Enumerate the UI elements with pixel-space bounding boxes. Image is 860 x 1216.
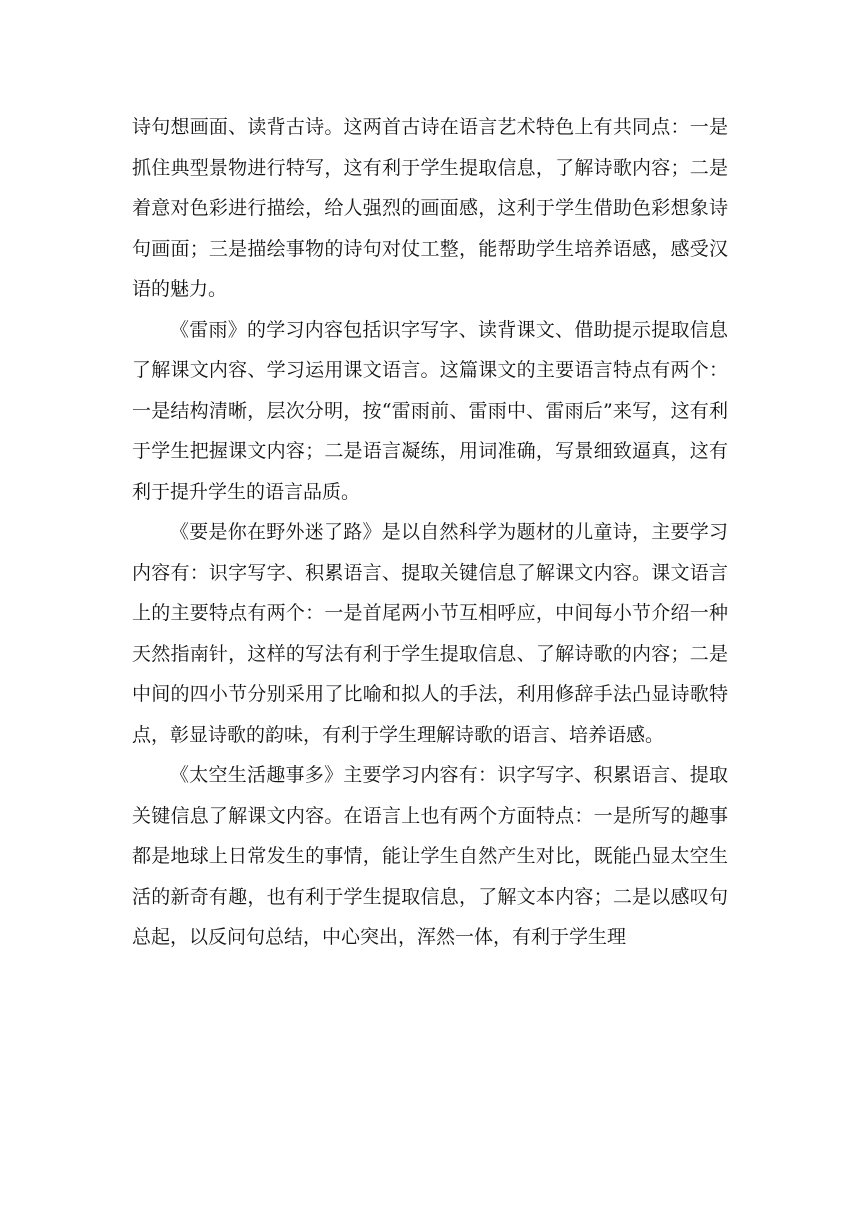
paragraph-yewai-milu: 《要是你在野外迷了路》是以自然科学为题材的儿童诗，主要学习内容有：识字写字、积累语言、提取关键信息了解课文内容。课文语言上的主要特点有两个：一是首尾两小节互相呼应，中间每小节介绍一种天然指南针，这样的写法有利于学生提取信息、了解诗歌的内容；二是中间的四小节分别采用了比喻和拟人的手法，利用修辞手法凸显诗歌特点，彰显诗歌的韵味，有利于学生理解诗歌的语言、培养语感。 — [132, 521, 728, 746]
document-body — [132, 107, 728, 958]
paragraph-leiyu: 《雷雨》的学习内容包括识字写字、读背课文、借助提示提取信息了解课文内容、学习运用课文语言。这篇课文的主要语言特点有两个：一是结构清晰，层次分明，按“雷雨前、雷雨中、雷雨后”来写，这有利于学生把握课文内容；二是语言凝练，用词准确，写景细致逼真，这有利于提升学生的语言品质。 — [132, 318, 728, 503]
paragraph-taikong-shenghuo: 《太空生活趣事多》主要学习内容有：识字写字、积累语言、提取关键信息了解课文内容。在语言上也有两个方面特点：一是所写的趣事都是地球上日常发生的事情，能让学生自然产生对比，既能凸显太空生活的新奇有趣，也有利于学生提取信息，了解文本内容；二是以感叹句总起，以反问句总结，中心突出，浑然一体，有利于学生理 — [132, 764, 728, 948]
paragraph-continued: 诗句想画面、读背古诗。这两首古诗在语言艺术特色上有共同点：一是抓住典型景物进行特写，这有利于学生提取信息，了解诗歌内容；二是着意对色彩进行描绘，给人强烈的画面感，这利于学生借助色彩想象诗句画面；三是描绘事物的诗句对仗工整，能帮助学生培养语感，感受汉语的魅力。 — [132, 116, 728, 300]
